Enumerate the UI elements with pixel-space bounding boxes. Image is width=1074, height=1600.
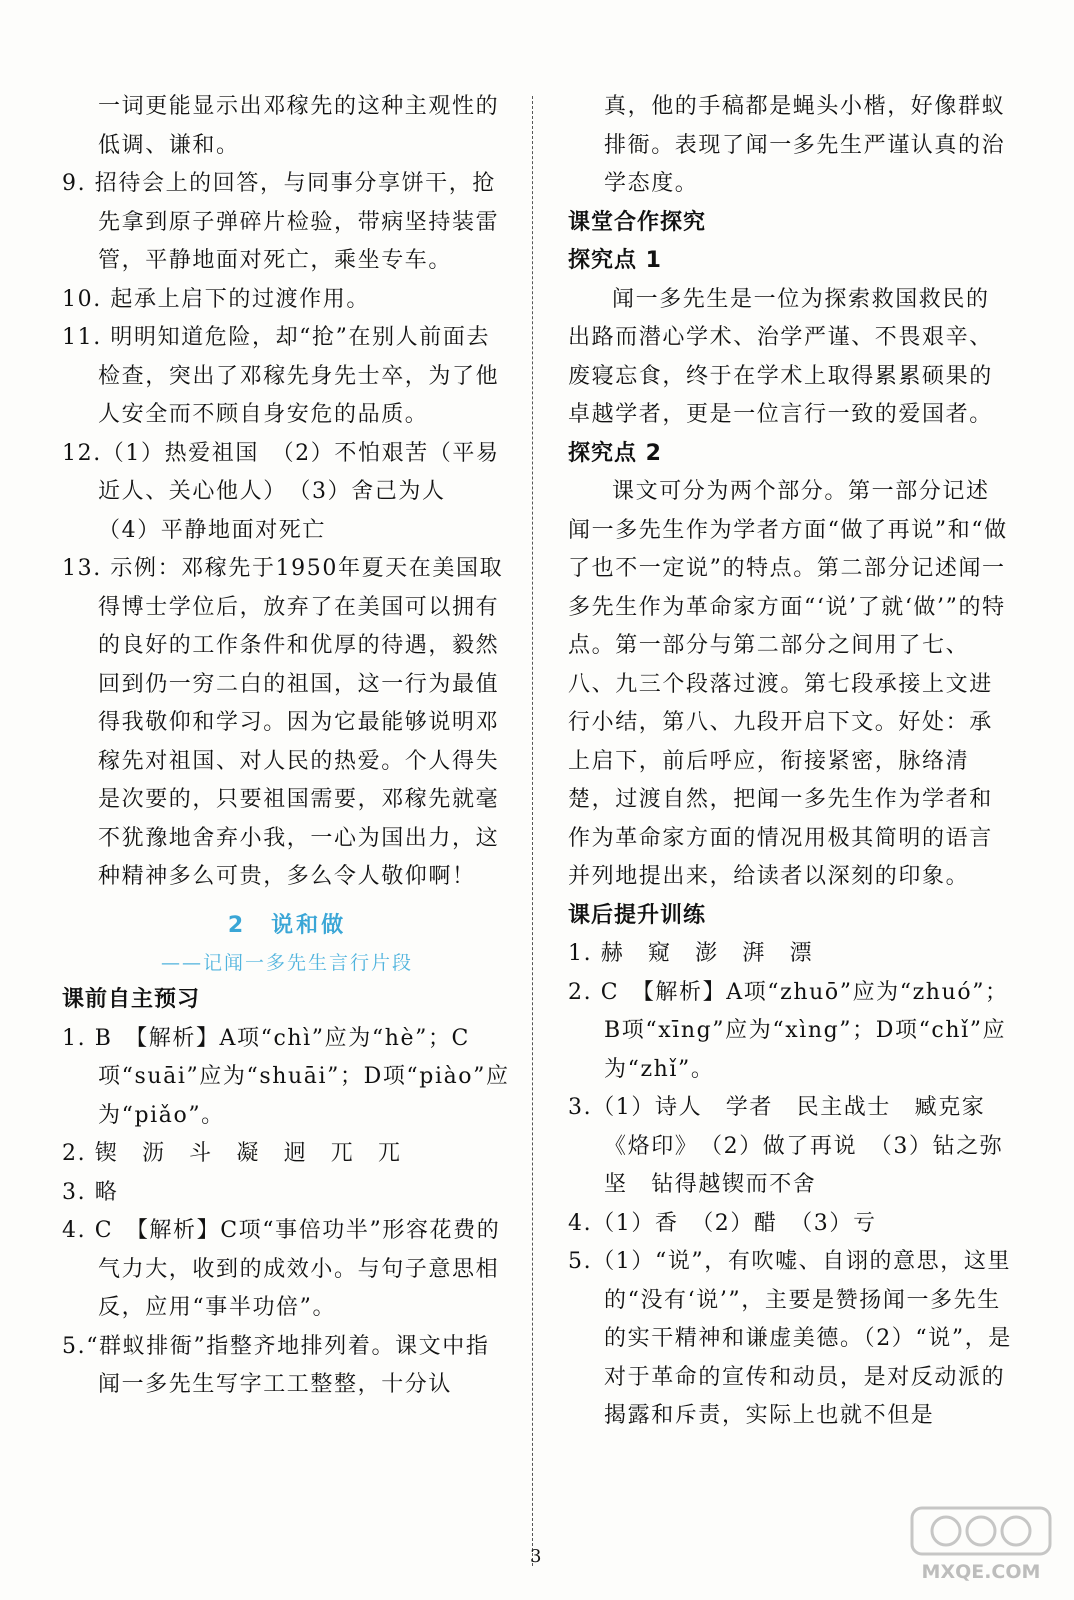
- lesson-title: 2 说和做: [227, 912, 347, 938]
- answer-8-continued: 一词更能显示出邓稼先的这种主观性的低调、谦和。: [98, 94, 500, 158]
- inquiry-point-2-label: 探究点 2: [568, 440, 662, 466]
- preview-question-2: 2. 锲 沥 斗 凝 迥 兀 兀: [62, 1141, 402, 1166]
- answer-9: 9. 招待会上的回答，与同事分享饼干，抢先拿到原子弹碎片检验，带病坚持装雷管，平静地面对死亡，乘坐专车。: [62, 171, 500, 273]
- answer-12: 12.（1）热爱祖国 （2）不怕艰苦（平易近人、关心他人） （3）舍己为人: [62, 440, 500, 504]
- section-heading-preview: 课前自主预习: [62, 987, 201, 1012]
- answer-11: 11. 明明知道危险，却“抢”在别人前面去检查，突出了邓稼先身先士卒，为了他人安全而不顾自身安危的品质。: [62, 325, 500, 427]
- left-column: [62, 88, 512, 1405]
- preview-question-3: 3. 略: [62, 1179, 119, 1205]
- answer-13: 13. 示例：邓稼先于1950年夏天在美国取得博士学位后，放弃了在美国可以拥有的良好的工作条件和优厚的待遇，毅然回到仍一穷二白的祖国，这一行为最值得我敬仰和学习。因为它最能够说明邓稼先对祖国、对人民的热爱。个人得失是次要的，只要祖国需要，邓稼先就毫不犹豫地舍弃小我，一心为国出力，这种精神多么可贵，多么令人敬仰啊！: [62, 556, 504, 889]
- training-question-3: 3.（1）诗人 学者 民主战士 臧克家《烙印》 （2）做了再说 （3）钻之弥坚 钻得越锲而不舍: [568, 1095, 1004, 1197]
- inquiry-point-1-text: 闻一多先生是一位为探索救国救民的出路而潜心学术、治学严谨、不畏艰辛、废寝忘食，终于在学术上取得累累硕果的卓越学者，更是一位言行一致的爱国者。: [568, 286, 993, 427]
- column-divider: [532, 96, 533, 1566]
- preview-question-5: 5.“群蚁排衙”指整齐地排列着。课文中指闻一多先生写字工工整整，十分认: [62, 1333, 490, 1397]
- training-question-5: 5.（1）“说”，有吹嘘、自诩的意思，这里的“没有‘说’”，主要是赞扬闻一多先生的实干精神和谦虚美德。（2）“说”，是对于革命的宣传和动员，是对反动派的揭露和斥责，实际上也就不但是: [568, 1249, 1012, 1428]
- preview-question-1: 1. B 【解析】A项“chì”应为“hè”；C项“suāi”应为“shuāi”；D项“piào”应为“piǎo”。: [62, 1025, 510, 1128]
- lesson-subtitle: ——记闻一多先生言行片段: [160, 952, 413, 974]
- section-heading-cooperation: 课堂合作探究: [568, 209, 707, 235]
- right-column: [568, 88, 1013, 1436]
- page-number: 3: [530, 1546, 542, 1567]
- preview-question-5-continued: 真，他的手稿都是蝇头小楷，好像群蚁排衙。表现了闻一多先生严谨认真的治学态度。: [604, 94, 1006, 196]
- answer-12-part4: （4）平静地面对死亡: [98, 517, 326, 543]
- answer-10: 10. 起承上启下的过渡作用。: [62, 286, 370, 312]
- preview-question-4: 4. C 【解析】C项“事倍功半”形容花费的气力大，收到的成效小。与句子意思相反，应用“事半功倍”。: [62, 1218, 501, 1320]
- training-question-4: 4.（1）香 （2）醋 （3）亏: [568, 1210, 877, 1236]
- training-question-2: 2. C 【解析】A项“zhuō”应为“zhuó”；B项“xīng”应为“xìng”；D项“chǐ”应为“zhǐ”。: [568, 979, 1009, 1082]
- inquiry-point-1-label: 探究点 1: [568, 248, 662, 273]
- watermark-text: MXQE.COM: [921, 1561, 1041, 1583]
- watermark-logo-icon: [906, 1504, 1056, 1584]
- inquiry-point-2-text: 课文可分为两个部分。第一部分记述闻一多先生作为学者方面“做了再说”和“做了也不一定说”的特点。第二部分记述闻一多先生作为革命家方面“‘说’了就‘做’”的特点。第一部分与第二部分之间用了七、八、九三个段落过渡。第七段承接上文进行小结，第八、九段开启下文。好处：承上启下，前后呼应，衔接紧密，脉络清楚，过渡自然，把闻一多先生作为学者和作为革命家方面的情况用极其简明的语言并列地提出来，给读者以深刻的印象。: [568, 479, 1008, 889]
- training-question-1: 1. 赫 窥 澎 湃 漂: [568, 941, 814, 966]
- section-heading-after-class: 课后提升训练: [568, 902, 707, 928]
